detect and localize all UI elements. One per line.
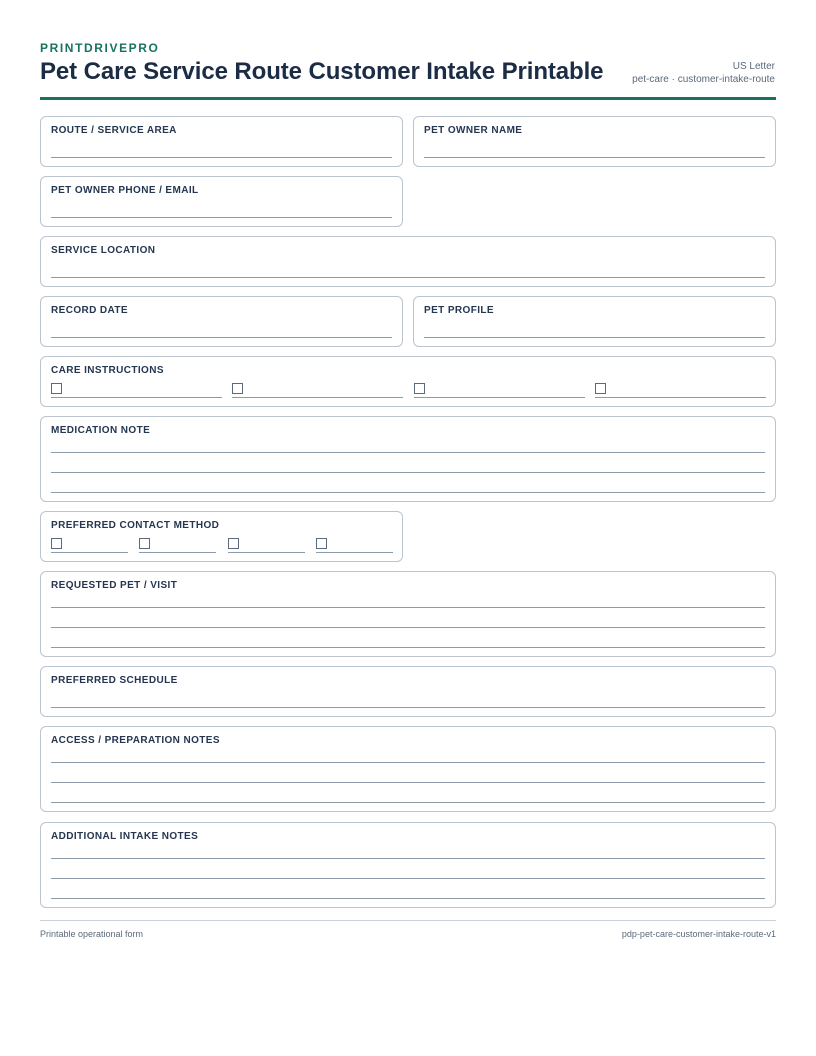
write-line[interactable] — [51, 157, 392, 158]
checkbox-option — [232, 383, 403, 399]
write-line[interactable] — [595, 397, 766, 398]
field-service-location — [40, 236, 776, 287]
footer-form-id: pdp-pet-care-customer-intake-route-v1 — [621, 929, 776, 939]
field-care-instructions — [40, 356, 776, 407]
field-label: ROUTE / SERVICE AREA — [51, 125, 177, 136]
field-record-date — [40, 296, 403, 347]
field-label: ACCESS / PREPARATION NOTES — [51, 735, 220, 746]
page-title: Pet Care Service Route Customer Intake Printable — [40, 58, 604, 85]
write-line[interactable] — [51, 337, 392, 338]
checkbox-option — [414, 383, 585, 399]
field-label: PREFERRED SCHEDULE — [51, 675, 178, 686]
field-label: PET PROFILE — [424, 305, 494, 316]
write-line[interactable] — [51, 898, 765, 899]
paper-size-label: US Letter — [732, 61, 775, 72]
field-label: REQUESTED PET / VISIT — [51, 580, 178, 591]
write-line[interactable] — [51, 627, 765, 628]
write-line[interactable] — [51, 707, 765, 708]
checkbox[interactable] — [414, 383, 425, 394]
write-line[interactable] — [424, 337, 765, 338]
write-line[interactable] — [51, 552, 128, 553]
field-additional-intake-notes — [40, 822, 776, 908]
write-line[interactable] — [424, 157, 765, 158]
write-line[interactable] — [51, 452, 765, 453]
field-pet-owner-name — [413, 116, 776, 167]
write-line[interactable] — [316, 552, 393, 553]
write-line[interactable] — [51, 878, 765, 879]
checkbox-option — [51, 383, 222, 399]
field-label: SERVICE LOCATION — [51, 245, 156, 256]
field-route-service-area — [40, 116, 403, 167]
write-line[interactable] — [51, 277, 765, 278]
header-divider — [40, 97, 776, 100]
field-label: ADDITIONAL INTAKE NOTES — [51, 831, 199, 842]
write-line[interactable] — [139, 552, 216, 553]
footer-divider — [40, 920, 776, 921]
write-line[interactable] — [51, 472, 765, 473]
checkbox-option — [316, 538, 393, 554]
checkbox-option — [228, 538, 305, 554]
write-line[interactable] — [232, 397, 403, 398]
checkbox-option — [595, 383, 766, 399]
field-preferred-schedule — [40, 666, 776, 717]
write-line[interactable] — [51, 762, 765, 763]
checkbox[interactable] — [316, 538, 327, 549]
field-requested-pet-visit — [40, 571, 776, 657]
checkbox[interactable] — [51, 383, 62, 394]
field-preferred-contact-method — [40, 511, 403, 562]
write-line[interactable] — [51, 607, 765, 608]
checkbox[interactable] — [51, 538, 62, 549]
write-line[interactable] — [414, 397, 585, 398]
checkbox[interactable] — [139, 538, 150, 549]
checkbox[interactable] — [595, 383, 606, 394]
field-label: RECORD DATE — [51, 305, 128, 316]
footer-left-text: Printable operational form — [40, 929, 144, 939]
write-line[interactable] — [51, 782, 765, 783]
checkbox-option — [51, 538, 128, 554]
write-line[interactable] — [51, 858, 765, 859]
field-label: PET OWNER PHONE / EMAIL — [51, 185, 199, 196]
checkbox-option — [139, 538, 216, 554]
write-line[interactable] — [228, 552, 305, 553]
write-line[interactable] — [51, 802, 765, 803]
field-label: PET OWNER NAME — [424, 125, 523, 136]
write-line[interactable] — [51, 217, 392, 218]
write-line[interactable] — [51, 492, 765, 493]
checkbox[interactable] — [232, 383, 243, 394]
document-meta — [632, 60, 775, 86]
field-pet-owner-phone-email — [40, 176, 403, 227]
field-label: PREFERRED CONTACT METHOD — [51, 520, 220, 531]
field-medication-note — [40, 416, 776, 502]
brand-logo-text: PRINTDRIVEPRO — [40, 41, 160, 55]
form-slug-label: pet-care · customer-intake-route — [632, 74, 775, 85]
field-pet-profile — [413, 296, 776, 347]
write-line[interactable] — [51, 647, 765, 648]
write-line[interactable] — [51, 397, 222, 398]
field-access-preparation-notes — [40, 726, 776, 812]
checkbox[interactable] — [228, 538, 239, 549]
field-label: MEDICATION NOTE — [51, 425, 151, 436]
field-label: CARE INSTRUCTIONS — [51, 365, 164, 376]
